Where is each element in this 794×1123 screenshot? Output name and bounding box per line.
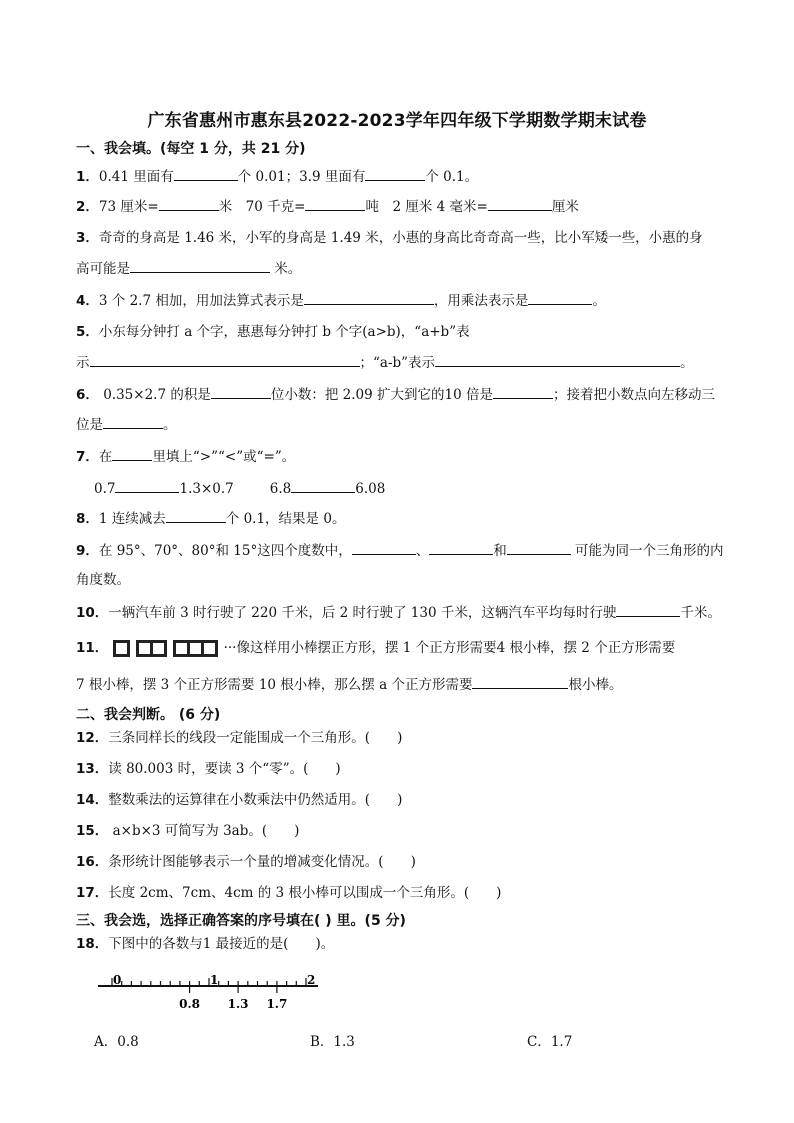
- question-13: [76, 759, 754, 779]
- compare-right: 6.08: [355, 481, 386, 497]
- question-18: [76, 934, 754, 954]
- question-1: [76, 166, 754, 187]
- question-3: [76, 228, 754, 248]
- option-a[interactable]: A．0.8: [94, 1034, 139, 1050]
- option-c[interactable]: C．1.7: [527, 1034, 573, 1050]
- question-text: 米 70 千克=: [218, 199, 306, 215]
- compare-left: 6.8: [269, 481, 292, 497]
- question-text: 高可能是: [76, 261, 130, 277]
- question-7: [76, 446, 754, 467]
- section-heading-judge: 二、我会判断。 (6 分): [76, 707, 221, 723]
- question-text: 下图中的各数与1 最接近的是( )。: [108, 936, 335, 952]
- question-3-cont: [76, 258, 754, 279]
- answer-blank[interactable]: [305, 196, 365, 211]
- answer-blank[interactable]: [472, 674, 568, 689]
- page-title: 广东省惠州市惠东县2022-2023学年四年级下学期数学期末试卷: [147, 111, 647, 131]
- answer-blank[interactable]: [103, 414, 163, 429]
- answer-blank[interactable]: [507, 540, 571, 555]
- question-text: ，用乘法表示是: [433, 293, 529, 309]
- question-text: 角度数。: [76, 572, 130, 588]
- question-15: [76, 821, 754, 841]
- question-text: 个 0.01；3.9 里面有: [237, 169, 366, 185]
- number-line-figure: [98, 975, 328, 1015]
- question-12: [76, 728, 754, 748]
- answer-blank[interactable]: [304, 290, 434, 305]
- question-number: 9．: [76, 543, 99, 559]
- question-11: [76, 638, 754, 658]
- question-text: 0.35×2.7 的积是: [98, 387, 211, 403]
- question-text: 米。: [270, 261, 302, 277]
- question-text: 条形统计图能够表示一个量的增减变化情况。( ): [108, 854, 416, 870]
- section-heading-choose: 三、我会选，选择正确答案的序号填在( ) 里。(5 分): [76, 913, 406, 929]
- question-number: 10．: [76, 605, 109, 621]
- question-text: 在 95°、70°、80°和 15°这四个度数中，: [98, 543, 352, 559]
- answer-blank[interactable]: [211, 384, 271, 399]
- question-text: 长度 2cm、7cm、4cm 的 3 根小棒可以围成一个三角形。( ): [108, 885, 502, 901]
- question-text: 奇奇的身高是 1.46 米，小军的身高是 1.49 米，小惠的身高比奇奇高一些，比小军矮一些，小惠的身: [98, 230, 703, 246]
- question-5-cont: [76, 352, 754, 373]
- question-10: [76, 602, 754, 623]
- question-text: 示: [76, 355, 90, 371]
- number-line-top-label: 0: [113, 975, 122, 987]
- question-text: 一辆汽车前 3 时行驶了 220 千米，后 2 时行驶了 130 千米，这辆汽车平均每时行驶: [108, 605, 617, 621]
- question-text: 里填上“>”“<”或“=”。: [152, 449, 296, 465]
- question-text: 3 个 2.7 相加，用加法算式表示是: [98, 293, 304, 309]
- question-number: 5．: [76, 324, 99, 340]
- answer-blank[interactable]: [365, 166, 425, 181]
- question-text: 个 0.1，结果是 0。: [225, 511, 346, 527]
- answer-blank[interactable]: [616, 602, 680, 617]
- question-text: 和: [493, 543, 507, 559]
- question-text: 、: [415, 543, 430, 559]
- question-text: 吨 2 厘米 4 毫米=: [365, 199, 488, 215]
- question-6-cont: [76, 414, 754, 435]
- question-9: [76, 540, 754, 561]
- question-16: [76, 852, 754, 872]
- answer-blank[interactable]: [291, 478, 355, 493]
- question-text: ；“a-b”表示: [359, 355, 436, 371]
- answer-blank[interactable]: [90, 352, 360, 367]
- compare-left: 0.7: [94, 481, 116, 497]
- number-line-bottom-label: 1.7: [266, 997, 288, 1011]
- question-17: [76, 883, 754, 903]
- question-number: 6．: [76, 387, 99, 403]
- number-line-top-label: 2: [307, 975, 316, 987]
- question-number: 11．: [76, 640, 109, 656]
- number-line-top-label: 1: [210, 975, 219, 987]
- question-number: 12．: [76, 730, 109, 746]
- answer-blank[interactable]: [166, 508, 226, 523]
- question-number: 16．: [76, 854, 109, 870]
- question-text: 。: [592, 293, 606, 309]
- answer-blank: [112, 446, 152, 461]
- question-text: 三条同样长的线段一定能围成一个三角形。( ): [108, 730, 403, 746]
- number-line-bottom-label: 0.8: [179, 997, 201, 1011]
- question-9-cont: [76, 570, 754, 590]
- question-text: 。: [163, 417, 177, 433]
- ellipsis: ···: [223, 640, 237, 656]
- question-text: 0.41 里面有: [98, 169, 174, 185]
- three-squares-sticks-icon: [173, 640, 218, 657]
- question-5: [76, 322, 754, 342]
- answer-blank[interactable]: [174, 166, 238, 181]
- question-number: 13．: [76, 761, 109, 777]
- two-squares-sticks-icon: [136, 640, 167, 657]
- question-8: [76, 508, 754, 529]
- question-7-items: [94, 478, 754, 499]
- question-text: 个 0.1。: [425, 169, 479, 185]
- question-text: 厘米: [551, 199, 579, 215]
- answer-blank[interactable]: [115, 478, 179, 493]
- question-number: 17．: [76, 885, 109, 901]
- question-number: 2．: [76, 199, 99, 215]
- option-b[interactable]: B．1.3: [310, 1034, 355, 1050]
- answer-blank[interactable]: [429, 540, 493, 555]
- question-number: 1．: [76, 169, 99, 185]
- question-text: 73 厘米=: [98, 199, 159, 215]
- question-text: 整数乘法的运算律在小数乘法中仍然适用。( ): [108, 792, 403, 808]
- question-text: a×b×3 可简写为 3ab。( ): [108, 823, 300, 839]
- question-text: 千米。: [680, 605, 721, 621]
- question-6: [76, 384, 754, 405]
- question-text: 在: [98, 449, 113, 465]
- question-text: 位是: [76, 417, 103, 433]
- question-number: 8．: [76, 511, 99, 527]
- question-text: 可能为同一个三角形的内: [570, 543, 724, 559]
- question-2: [76, 196, 754, 217]
- answer-blank[interactable]: [352, 540, 416, 555]
- compare-right: 1.3×0.7: [179, 481, 234, 497]
- answer-blank[interactable]: [493, 384, 553, 399]
- one-square-sticks-icon: [113, 640, 130, 657]
- number-line-bottom-label: 1.3: [227, 997, 249, 1011]
- question-14: [76, 790, 754, 810]
- question-text: ；接着把小数点向左移动三: [552, 387, 715, 403]
- question-text: 1 连续减去: [98, 511, 166, 527]
- question-number: 18．: [76, 936, 109, 952]
- answer-blank[interactable]: [435, 352, 680, 367]
- question-number: 14．: [76, 792, 109, 808]
- question-number: 15．: [76, 823, 109, 839]
- answer-blank[interactable]: [159, 196, 219, 211]
- section-heading-fill: 一、我会填。(每空 1 分，共 21 分): [76, 141, 306, 157]
- answer-blank[interactable]: [528, 290, 592, 305]
- question-number: 4．: [76, 293, 99, 309]
- question-4: [76, 290, 754, 311]
- answer-blank[interactable]: [130, 258, 270, 273]
- question-text: 像这样用小棒摆正方形，摆 1 个正方形需要4 根小棒，摆 2 个正方形需要: [236, 640, 676, 656]
- question-number: 7．: [76, 449, 99, 465]
- question-text: 根小棒。: [568, 677, 623, 693]
- question-text: 位小数：把 2.09 扩大到它的10 倍是: [270, 387, 493, 403]
- answer-blank[interactable]: [488, 196, 552, 211]
- question-11-cont: [76, 674, 754, 695]
- question-text: 读 80.003 时，要读 3 个“零”。( ): [108, 761, 341, 777]
- question-text: 。: [680, 355, 694, 371]
- question-text: 7 根小棒，摆 3 个正方形需要 10 根小棒，那么摆 a 个正方形需要: [76, 677, 473, 693]
- question-text: 小东每分钟打 a 个字，惠惠每分钟打 b 个字(a>b)，“a+b”表: [98, 324, 470, 340]
- question-number: 3．: [76, 230, 99, 246]
